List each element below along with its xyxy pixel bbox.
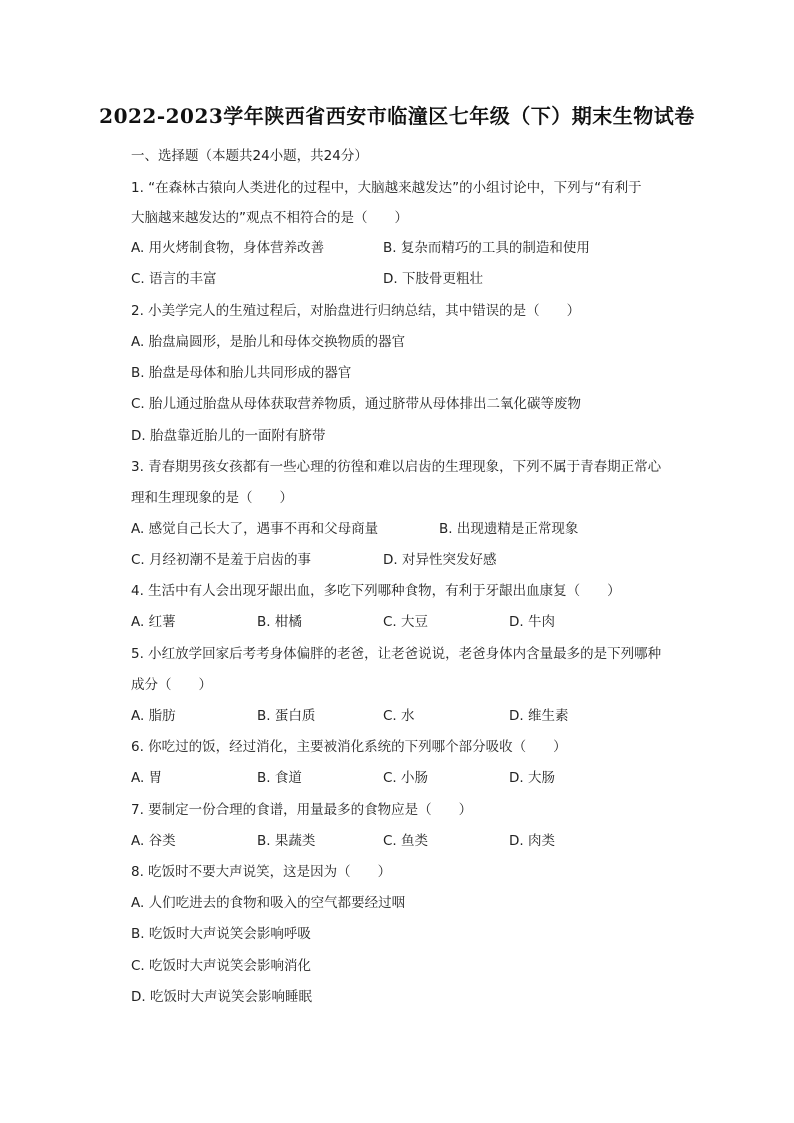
question-3-text-line-1: 3. 青春期男孩女孩都有一些心理的彷徨和难以启齿的生理现象，下列不属于青春期正常心 — [131, 459, 662, 475]
question-7-option-d: D. 肉类 — [509, 833, 555, 849]
question-2-option-c: C. 胎儿通过胎盘从母体获取营养物质，通过脐带从母体排出二氧化碳等废物 — [131, 396, 582, 412]
question-5-option-a: A. 脂肪 — [131, 708, 176, 724]
question-1-text-line-1: 1. “在森林古猿向人类进化的过程中，大脑越来越发达”的小组讨论中，下列与“有利于 — [131, 180, 642, 196]
question-2-text-line-1: 2. 小美学完人的生殖过程后，对胎盘进行归纳总结，其中错误的是（ ） — [131, 303, 581, 319]
question-5-option-b: B. 蛋白质 — [257, 708, 316, 724]
question-4-option-d: D. 牛肉 — [509, 614, 555, 630]
question-2-option-a: A. 胎盘扁圆形，是胎儿和母体交换物质的器官 — [131, 334, 406, 350]
question-6-option-b: B. 食道 — [257, 770, 302, 786]
question-2-option-b: B. 胎盘是母体和胎儿共同形成的器官 — [131, 365, 352, 381]
question-6-option-a: A. 胃 — [131, 770, 163, 786]
question-8-option-c: C. 吃饭时大声说笑会影响消化 — [131, 958, 312, 974]
question-8-text-line-1: 8. 吃饭时不要大声说笑，这是因为（ ） — [131, 864, 392, 880]
question-6-option-d: D. 大肠 — [509, 770, 555, 786]
page-title: 2022-2023学年陕西省西安市临潼区七年级（下）期末生物试卷 — [99, 104, 695, 128]
question-7-option-a: A. 谷类 — [131, 833, 176, 849]
question-5-option-d: D. 维生素 — [509, 708, 569, 724]
question-5-text-line-2: 成分（ ） — [131, 677, 212, 693]
question-2-option-d: D. 胎盘靠近胎儿的一面附有脐带 — [131, 428, 326, 444]
question-8-option-a: A. 人们吃进去的食物和吸入的空气都要经过咽 — [131, 895, 406, 911]
question-1-option-d: D. 下肢骨更粗壮 — [383, 271, 483, 287]
question-8-option-b: B. 吃饭时大声说笑会影响呼吸 — [131, 926, 311, 942]
question-7-option-b: B. 果蔬类 — [257, 833, 316, 849]
question-4-text-line-1: 4. 生活中有人会出现牙龈出血，多吃下列哪种食物，有利于牙龈出血康复（ ） — [131, 583, 621, 599]
question-1-text-line-2: 大脑越来越发达的”观点不相符合的是（ ） — [131, 210, 408, 226]
question-6-text-line-1: 6. 你吃过的饭，经过消化，主要被消化系统的下列哪个部分吸收（ ） — [131, 739, 567, 755]
question-1-option-b: B. 复杂而精巧的工具的制造和使用 — [383, 240, 590, 256]
question-1-option-a: A. 用火烤制食物，身体营养改善 — [131, 240, 325, 256]
question-8-option-d: D. 吃饭时大声说笑会影响睡眠 — [131, 989, 312, 1005]
question-4-option-a: A. 红薯 — [131, 614, 176, 630]
section-heading: 一、选择题（本题共24小题，共24分） — [131, 148, 368, 164]
question-3-option-d: D. 对异性突发好感 — [383, 552, 497, 568]
question-3-text-line-2: 理和生理现象的是（ ） — [131, 490, 293, 506]
question-3-option-b: B. 出现遗精是正常现象 — [439, 521, 579, 537]
question-3-option-c: C. 月经初潮不是羞于启齿的事 — [131, 552, 312, 568]
question-7-option-c: C. 鱼类 — [383, 833, 429, 849]
question-1-option-c: C. 语言的丰富 — [131, 271, 217, 287]
question-5-text-line-1: 5. 小红放学回家后考考身体偏胖的老爸，让老爸说说，老爸身体内含量最多的是下列哪种 — [131, 646, 662, 662]
question-5-option-c: C. 水 — [383, 708, 415, 724]
question-3-option-a: A. 感觉自己长大了，遇事不再和父母商量 — [131, 521, 379, 537]
question-6-option-c: C. 小肠 — [383, 770, 429, 786]
question-4-option-b: B. 柑橘 — [257, 614, 302, 630]
question-7-text-line-1: 7. 要制定一份合理的食谱，用量最多的食物应是（ ） — [131, 802, 473, 818]
question-4-option-c: C. 大豆 — [383, 614, 429, 630]
